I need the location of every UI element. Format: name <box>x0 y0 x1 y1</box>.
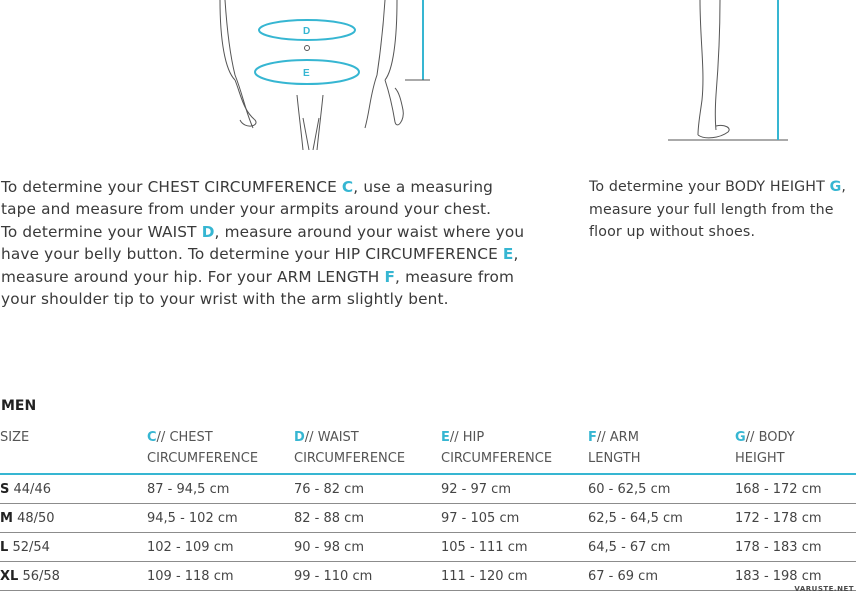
size-chart-title: MEN <box>1 398 37 414</box>
measurement-cell: 64,5 - 67 cm <box>588 533 735 562</box>
eu-size: 48/50 <box>17 510 55 526</box>
hip-label: E <box>303 68 310 79</box>
column-code: C <box>147 430 157 445</box>
instruction-line <box>1 176 524 198</box>
measurement-cell: 67 - 69 cm <box>588 562 735 591</box>
instruction-text: To determine your CHEST CIRCUMFERENCE <box>1 178 342 196</box>
measurement-cell: 168 - 172 cm <box>735 474 856 504</box>
table-row <box>0 474 856 504</box>
measurement-cell: 109 - 118 cm <box>147 562 294 591</box>
column-header <box>588 424 735 474</box>
measurement-cell: 172 - 178 cm <box>735 504 856 533</box>
size-code: L <box>0 539 9 555</box>
column-header-line1: // ARM <box>596 430 639 445</box>
body-measurement-figure-front <box>215 0 445 150</box>
size-cell <box>0 504 147 533</box>
measurement-cell: 102 - 109 cm <box>147 533 294 562</box>
column-header-line1: // CHEST <box>156 430 213 445</box>
instruction-text: your shoulder tip to your wrist with the arm slightly bent. <box>1 290 449 309</box>
measurement-cell: 62,5 - 64,5 cm <box>588 504 735 533</box>
measurement-cell: 92 - 97 cm <box>441 474 588 504</box>
column-header-line2: HEIGHT <box>735 451 785 466</box>
column-code: G <box>735 430 746 445</box>
size-cell <box>0 533 147 562</box>
measurement-cell: 178 - 183 cm <box>735 533 856 562</box>
size-cell <box>0 474 147 504</box>
instruction-line <box>1 221 524 243</box>
column-header-line1: SIZE <box>0 430 30 445</box>
size-cell <box>0 562 147 591</box>
column-code: D <box>294 430 305 445</box>
column-header <box>735 424 856 474</box>
instruction-text: have your belly button. To determine your HIP CIRCUMFERENCE <box>1 245 503 264</box>
instruction-line <box>1 243 524 265</box>
column-header-line1: // WAIST <box>304 430 359 445</box>
eu-size: 56/58 <box>22 568 60 584</box>
instruction-text: , <box>841 179 847 195</box>
column-header-line2: CIRCUMFERENCE <box>147 451 259 466</box>
measurement-cell: 87 - 94,5 cm <box>147 474 294 504</box>
instruction-text: To determine your WAIST <box>1 222 202 241</box>
measurement-cell: 105 - 111 cm <box>441 533 588 562</box>
table-row <box>0 504 856 533</box>
column-code: E <box>441 430 450 445</box>
instruction-line <box>1 288 524 310</box>
body-height-instructions <box>589 176 846 244</box>
measure-code-letter: D <box>201 222 215 241</box>
measurement-cell: 99 - 110 cm <box>294 562 441 591</box>
eu-size: 44/46 <box>13 481 51 497</box>
instruction-line <box>1 198 524 220</box>
instruction-text: , use a measuring <box>353 178 494 196</box>
measure-code-letter: E <box>502 245 514 264</box>
watermark: VARUSTE.NET <box>794 585 854 593</box>
instruction-text: To determine your BODY HEIGHT <box>589 179 830 195</box>
column-header-line2: CIRCUMFERENCE <box>441 451 553 466</box>
eu-size: 52/54 <box>12 539 50 555</box>
instruction-text: measure around your hip. For your ARM LENGTH <box>1 267 385 286</box>
measurement-cell: 60 - 62,5 cm <box>588 474 735 504</box>
instruction-line <box>1 266 524 288</box>
table-row <box>0 533 856 562</box>
instruction-text: tape and measure from under your armpits around your chest. <box>1 200 492 219</box>
waist-label: D <box>303 26 311 37</box>
size-chart-table <box>0 424 856 591</box>
column-header-line2: CIRCUMFERENCE <box>294 451 406 466</box>
instruction-text: , <box>513 245 519 264</box>
size-code: XL <box>0 568 19 584</box>
measurement-cell: 82 - 88 cm <box>294 504 441 533</box>
measure-code-letter: F <box>384 267 396 286</box>
column-header <box>0 424 147 474</box>
measurement-cell: 111 - 120 cm <box>441 562 588 591</box>
instruction-line <box>589 221 846 244</box>
column-header <box>441 424 588 474</box>
instruction-line <box>589 199 846 222</box>
instruction-text: measure your full length from the <box>589 201 834 218</box>
table-row <box>0 562 856 591</box>
instruction-text: floor up without shoes. <box>589 224 756 241</box>
column-header-line1: // BODY <box>745 430 795 445</box>
column-header <box>294 424 441 474</box>
measurement-cell: 94,5 - 102 cm <box>147 504 294 533</box>
table-header-row <box>0 424 856 474</box>
instruction-text: , measure around your waist where you <box>214 222 525 241</box>
measurement-cell: 76 - 82 cm <box>294 474 441 504</box>
measure-code-letter: G <box>829 179 842 195</box>
body-measurement-figure-side <box>660 0 790 145</box>
column-code: F <box>588 430 597 445</box>
measurement-cell: 183 - 198 cm <box>735 562 856 591</box>
column-header-line1: // HIP <box>449 430 485 445</box>
size-code: S <box>0 481 10 497</box>
column-header-line2: LENGTH <box>588 451 641 466</box>
size-code: M <box>0 510 13 526</box>
measure-code-letter: C <box>341 178 354 196</box>
measurement-instructions <box>1 176 524 310</box>
column-header <box>147 424 294 474</box>
instruction-text: , measure from <box>395 267 515 286</box>
measurement-cell: 90 - 98 cm <box>294 533 441 562</box>
instruction-line <box>589 176 846 199</box>
measurement-cell: 97 - 105 cm <box>441 504 588 533</box>
